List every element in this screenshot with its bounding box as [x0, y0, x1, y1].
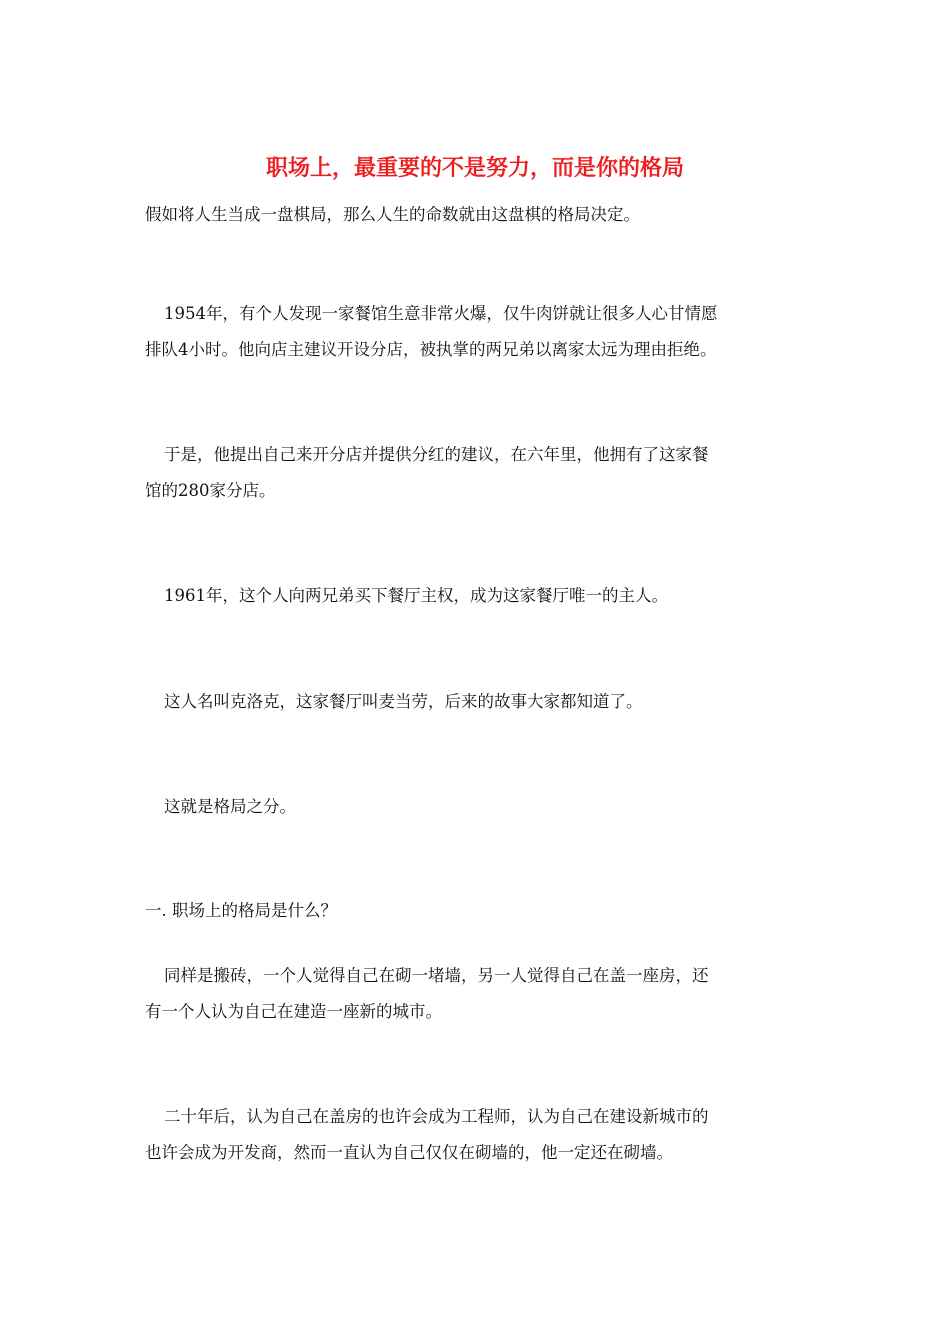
paragraph-line: 馆的280家分店。: [145, 481, 276, 500]
paragraph-bricks: [145, 958, 810, 1030]
paragraph-line: 1954年，有个人发现一家餐馆生意非常火爆，仅牛肉饼就让很多人心甘情愿: [164, 304, 718, 323]
paragraph-line: 1961年，这个人向两兄弟买下餐厅主权，成为这家餐厅唯一的主人。: [164, 586, 668, 605]
paragraph-pattern: [145, 789, 810, 825]
paragraph-twenty-years: [145, 1099, 810, 1171]
paragraph-line: 一. 职场上的格局是什么？: [145, 901, 337, 920]
paragraph-line: 二十年后，认为自己在盖房的也许会成为工程师，认为自己在建设新城市的: [164, 1107, 709, 1126]
paragraph-kroc: [145, 684, 810, 720]
paragraph-line: 有一个人认为自己在建造一座新的城市。: [145, 1002, 442, 1021]
document-title: 职场上，最重要的不是努力，而是你的格局: [265, 155, 684, 181]
section-heading-1: [145, 893, 810, 929]
paragraph-line: 假如将人生当成一盘棋局，那么人生的命数就由这盘棋的格局决定。: [145, 205, 640, 224]
paragraph-line: 于是，他提出自己来开分店并提供分红的建议，在六年里，他拥有了这家餐: [164, 445, 709, 464]
paragraph-intro: [145, 197, 810, 233]
paragraph-1961: [145, 578, 810, 614]
paragraph-branches: [145, 437, 810, 509]
paragraph-1954: [145, 296, 810, 368]
paragraph-line: 这人名叫克洛克，这家餐厅叫麦当劳，后来的故事大家都知道了。: [164, 692, 643, 711]
paragraph-line: 排队4小时。他向店主建议开设分店，被执掌的两兄弟以离家太远为理由拒绝。: [145, 340, 717, 359]
paragraph-line: 同样是搬砖，一个人觉得自己在砌一堵墙，另一人觉得自己在盖一座房，还: [164, 966, 709, 985]
paragraph-line: 也许会成为开发商，然而一直认为自己仅仅在砌墙的，他一定还在砌墙。: [145, 1143, 673, 1162]
paragraph-line: 这就是格局之分。: [164, 797, 296, 816]
